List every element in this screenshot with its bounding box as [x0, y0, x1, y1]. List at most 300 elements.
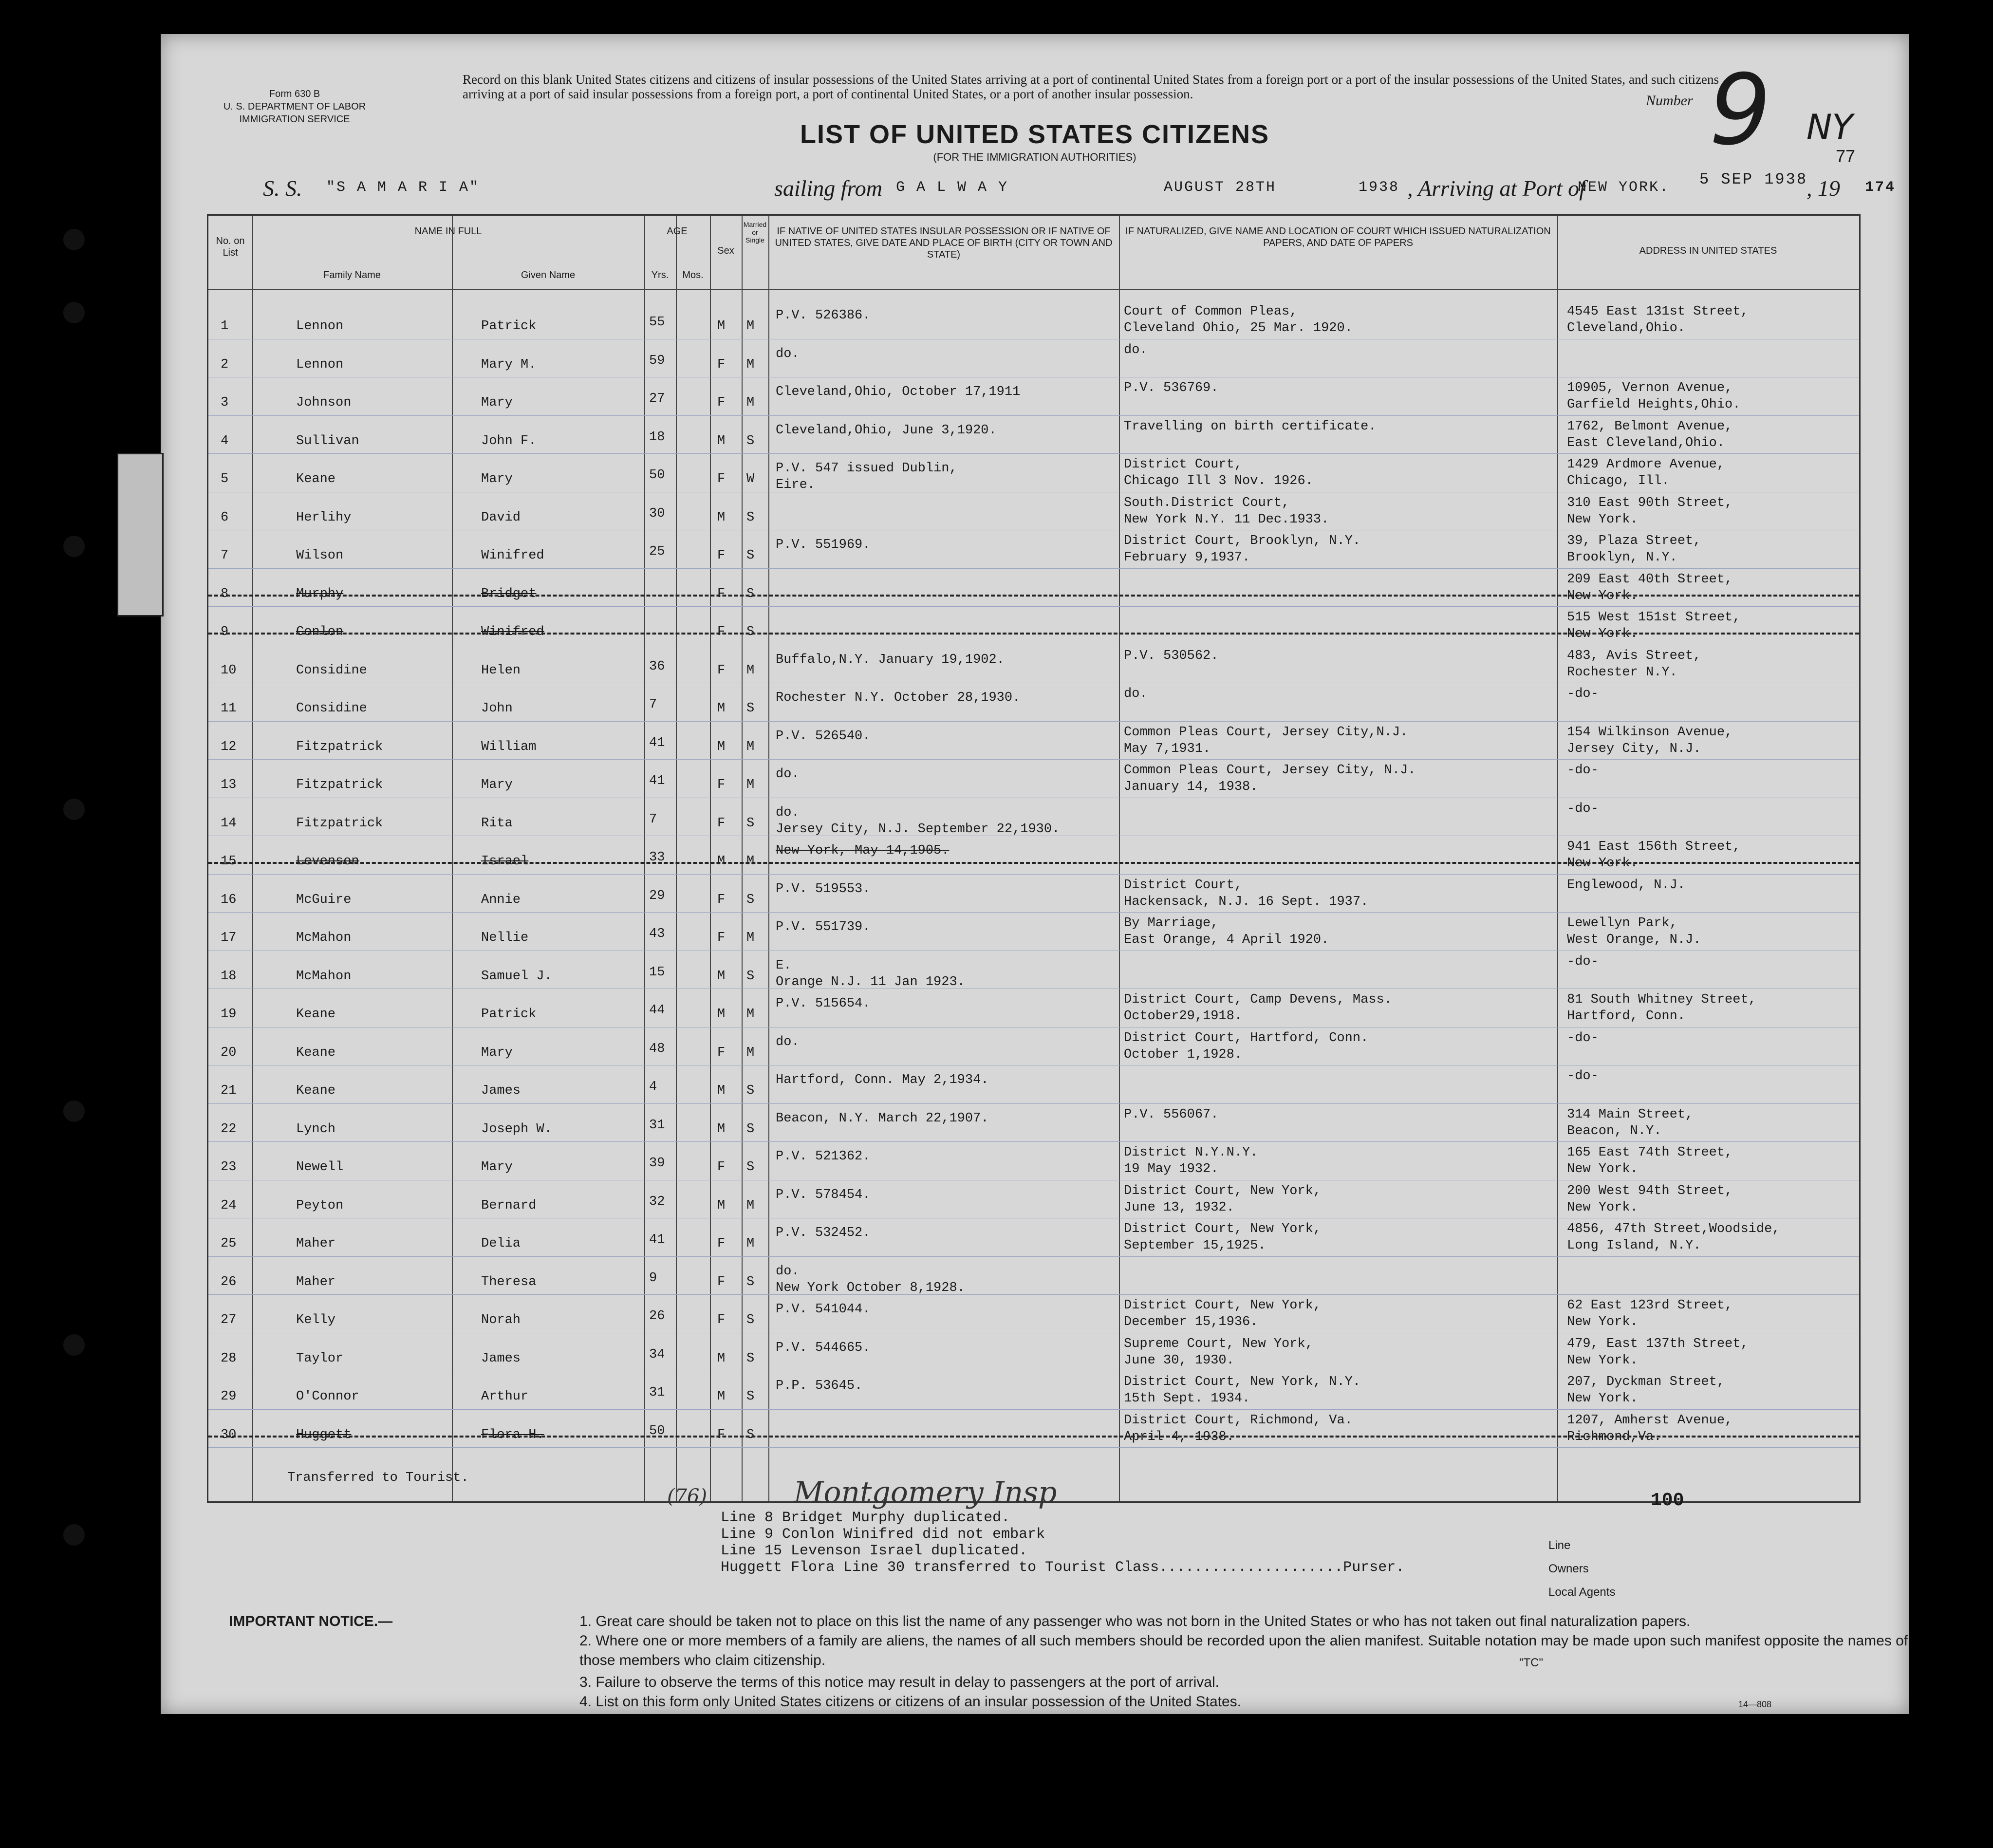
row-sex: M [717, 1083, 726, 1098]
row-ms: M [746, 778, 755, 792]
row-native: P.V. 578454. [776, 1187, 871, 1202]
row-family: McMahon [296, 969, 352, 984]
row-yrs: 41 [649, 735, 665, 750]
side-stamp [117, 453, 164, 616]
manifest-sheet [161, 34, 1909, 1714]
row-sex: F [717, 1427, 726, 1442]
header-mos: Mos. [682, 270, 704, 280]
row-family: Maher [296, 1274, 336, 1289]
row-given: Theresa [481, 1274, 537, 1289]
row-family: Peyton [296, 1198, 344, 1213]
row-no: 2 [221, 357, 229, 372]
row-no: 26 [221, 1274, 237, 1289]
row-ms: M [746, 395, 755, 410]
row-given: Delia [481, 1236, 521, 1251]
row-addr: -do- [1567, 1030, 1599, 1045]
header-naturalized: IF NATURALIZED, GIVE NAME AND LOCATION OF COURT WHICH ISSUED NATURALIZATION PAPERS, AND DATE OF PAPERS [1125, 226, 1551, 248]
header-sex: Sex [717, 245, 734, 256]
binder-hole [63, 302, 85, 323]
row-given: Arthur [481, 1389, 529, 1404]
row-given: Joseph W. [481, 1121, 552, 1137]
row-nat: District Court, New York, June 13, 1932. [1124, 1183, 1322, 1215]
row-ms: M [746, 319, 755, 334]
row-ms: M [746, 1045, 755, 1060]
footnote: Huggett Flora Line 30 transferred to Tourist Class.....................Purser. [721, 1559, 1405, 1576]
ship-name: "S A M A R I A" [326, 179, 480, 196]
row-native: Buffalo,N.Y. January 19,1902. [776, 652, 1005, 667]
notice-item: 3. Failure to observe the terms of this notice may result in delay to passengers at the port of arrival. [579, 1674, 1219, 1690]
row-ms: S [746, 1427, 755, 1442]
binder-hole [63, 1101, 85, 1122]
row-native: do. [776, 1034, 800, 1049]
row-given: James [481, 1351, 521, 1366]
row-given: James [481, 1083, 521, 1098]
binder-hole [63, 1524, 85, 1546]
binder-hole [63, 229, 85, 250]
row-yrs: 9 [649, 1270, 657, 1286]
row-nat: District Court, Chicago Ill 3 Nov. 1926. [1124, 457, 1313, 488]
row-addr: -do- [1567, 954, 1599, 969]
row-nat: District Court, Richmond, Va. April 4, 1938. [1124, 1413, 1353, 1444]
owners-field: Owners [1548, 1562, 1589, 1575]
row-nat: District Court, New York, September 15,1925. [1124, 1222, 1322, 1253]
row-yrs: 48 [649, 1041, 665, 1056]
row-native: do. Jersey City, N.J. September 22,1930. [776, 805, 1060, 837]
row-addr: 62 East 123rd Street, New York. [1567, 1298, 1733, 1329]
row-yrs: 7 [649, 812, 657, 827]
row-sex: M [717, 510, 726, 525]
preamble: Record on this blank United States citizens and citizens of insular possessions of the United States arriving at a port of continental United States from a foreign port or a port of the insular possessions of the United States, and such citizens arriving at a port of said insular possessions from a foreign port, a port of continental United States, or a port of another insular possession. [463, 72, 1719, 101]
row-no: 30 [221, 1427, 237, 1442]
header-yrs: Yrs. [651, 270, 669, 280]
row-given: Rita [481, 816, 513, 831]
row-family: Lennon [296, 357, 344, 372]
row-ms: S [746, 1083, 755, 1098]
row-no: 20 [221, 1045, 237, 1060]
row-native: do. [776, 346, 800, 361]
row-addr: 314 Main Street, Beacon, N.Y. [1567, 1107, 1694, 1139]
row-addr: 207, Dyckman Street, New York. [1567, 1375, 1725, 1406]
row-given: Samuel J. [481, 969, 552, 984]
row-no: 3 [221, 395, 229, 410]
arriving-label: , Arriving at Port of [1407, 176, 1585, 201]
row-no: 12 [221, 739, 237, 754]
row-given: Bernard [481, 1198, 537, 1213]
page-corner: 77 [1836, 146, 1856, 166]
row-yrs: 7 [649, 697, 657, 712]
inspector-signature: Montgomery Insp [794, 1475, 1057, 1510]
row-given: Patrick [481, 1007, 537, 1022]
row-given: Winifred [481, 625, 544, 639]
notice-item: 2. Where one or more members of a family are aliens, the names of all such members should be recorded upon the alien manifest. Suitable notation may be made upon such manifest opposite the names of those members who claim citizenship. [579, 1633, 1908, 1668]
row-given: Israel [481, 854, 529, 869]
row-nat: Common Pleas Court, Jersey City,N.J. May 7,1931. [1124, 725, 1408, 756]
row-sex: F [717, 548, 726, 563]
row-given: Mary [481, 395, 513, 410]
arrival-stamp: 5 SEP 1938 [1699, 170, 1808, 188]
binder-hole [63, 799, 85, 820]
row-ms: S [746, 892, 755, 907]
row-ms: S [746, 1389, 755, 1404]
row-no: 22 [221, 1121, 237, 1137]
row-nat: District Court, Brooklyn, N.Y. February 9,1937. [1124, 534, 1361, 565]
row-sex: F [717, 931, 726, 945]
row-family: Keane [296, 1045, 336, 1060]
header-name: NAME IN FULL [414, 226, 482, 237]
row-sex: F [717, 1274, 726, 1289]
row-yrs: 39 [649, 1156, 665, 1171]
row-ms: M [746, 854, 755, 869]
row-ms: S [746, 548, 755, 563]
row-native: Hartford, Conn. May 2,1934. [776, 1073, 989, 1087]
row-family: Newell [296, 1160, 344, 1175]
row-no: 16 [221, 892, 237, 907]
row-nat: Supreme Court, New York, June 30, 1930. [1124, 1336, 1313, 1368]
row-given: Mary [481, 472, 513, 486]
date-from: AUGUST 28TH [1164, 179, 1277, 196]
row-no: 29 [221, 1389, 237, 1404]
row-family: Lennon [296, 319, 344, 334]
right-fields [1548, 1534, 1615, 1604]
row-sex: F [717, 816, 726, 831]
footnotes [721, 1510, 1404, 1576]
row-nat: do. [1124, 687, 1148, 701]
row-family: Taylor [296, 1351, 344, 1366]
row-given: Mary [481, 1160, 513, 1175]
row-addr: 1207, Amherst Avenue, Richmond,Va. [1567, 1413, 1733, 1444]
row-nat: South.District Court, New York N.Y. 11 Dec.1933. [1124, 495, 1329, 527]
row-ms: S [746, 701, 755, 716]
row30-note: Transferred to Tourist. [287, 1471, 469, 1485]
strike-line [208, 633, 1859, 635]
row-no: 28 [221, 1351, 237, 1366]
row-yrs: 32 [649, 1194, 665, 1209]
number-value: 9 [1709, 54, 1771, 167]
row-native: P.V. 547 issued Dublin, Eire. [776, 461, 957, 492]
row-no: 6 [221, 510, 229, 525]
row-addr: -do- [1567, 801, 1599, 816]
footnote: Line 9 Conlon Winifred did not embark [721, 1526, 1045, 1543]
row-addr: 4856, 47th Street,Woodside, Long Island, N.Y. [1567, 1222, 1780, 1253]
row-family: McGuire [296, 892, 352, 907]
row-ms: M [746, 1007, 755, 1022]
row-no: 24 [221, 1198, 237, 1213]
row-yrs: 59 [649, 353, 665, 368]
row-yrs: 31 [649, 1385, 665, 1400]
row-sex: F [717, 395, 726, 410]
row-native: P.V. 532452. [776, 1226, 871, 1240]
row-ms: S [746, 1351, 755, 1366]
row-family: O'Connor [296, 1389, 359, 1404]
row-addr: -do- [1567, 687, 1599, 701]
row-ms: M [746, 357, 755, 372]
tc-mark: "TC" [1519, 1656, 1544, 1669]
row-ms: S [746, 816, 755, 831]
row-addr: Lewellyn Park, West Orange, N.J. [1567, 916, 1701, 947]
row-family: Considine [296, 701, 367, 716]
row-nat: P.V. 556067. [1124, 1107, 1219, 1122]
row-no: 11 [221, 701, 237, 716]
header-no: No. on List [216, 236, 245, 258]
row-yrs: 31 [649, 1118, 665, 1133]
row-yrs: 44 [649, 1003, 665, 1018]
row-ms: S [746, 969, 755, 984]
row-native: P.V. 515654. [776, 996, 871, 1011]
row-ms: S [746, 510, 755, 525]
row-ms: W [746, 472, 755, 486]
row-nat: do. [1124, 342, 1148, 357]
row-sex: F [717, 1313, 726, 1327]
row-nat: Common Pleas Court, Jersey City, N.J. January 14, 1938. [1124, 763, 1416, 794]
row-nat: By Marriage, East Orange, 4 April 1920. [1124, 916, 1329, 947]
row-given: John [481, 701, 513, 716]
row-ms: S [746, 1274, 755, 1289]
row-yrs: 18 [649, 429, 665, 445]
row-no: 14 [221, 816, 237, 831]
row-sex: F [717, 663, 726, 678]
row-addr: 310 East 90th Street, New York. [1567, 495, 1733, 527]
row-yrs: 55 [649, 315, 665, 330]
row-sex: M [717, 319, 726, 334]
row-addr: 1762, Belmont Avenue, East Cleveland,Ohio. [1567, 419, 1733, 450]
service: IMMIGRATION SERVICE [239, 114, 350, 125]
department: U. S. DEPARTMENT OF LABOR [223, 101, 366, 112]
row-sex: M [717, 1007, 726, 1022]
row-native: P.V. 526540. [776, 728, 871, 744]
row-family: Sullivan [296, 433, 359, 448]
footnote: Line 15 Levenson Israel duplicated. [721, 1543, 1028, 1559]
notice-heading: IMPORTANT NOTICE.— [229, 1613, 393, 1629]
row-no: 15 [221, 854, 237, 869]
row-ms: M [746, 1198, 755, 1213]
row-nat: P.V. 530562. [1124, 648, 1219, 663]
row-family: Levenson [296, 854, 359, 869]
row-addr: 200 West 94th Street, New York. [1567, 1183, 1733, 1215]
row-addr: 941 East 156th Street, New York. [1567, 840, 1741, 871]
row-addr: 10905, Vernon Avenue, Garfield Heights,Ohio. [1567, 381, 1741, 412]
row-no: 4 [221, 433, 229, 448]
row-ms: S [746, 1160, 755, 1175]
row-sex: F [717, 1045, 726, 1060]
row-native: P.V. 541044. [776, 1302, 871, 1317]
row-native: Rochester N.Y. October 28,1930. [776, 691, 1021, 705]
row-given: Annie [481, 892, 521, 907]
row-yrs: 27 [649, 392, 665, 406]
port-from: G A L W A Y [896, 179, 1009, 196]
row-native: P.V. 521362. [776, 1149, 871, 1164]
row-family: Keane [296, 472, 336, 486]
row-no: 10 [221, 663, 237, 678]
row-family: Huggett [296, 1427, 352, 1442]
row-ms: S [746, 625, 755, 639]
row-given: William [481, 739, 537, 754]
row-sex: F [717, 472, 726, 486]
passenger-table [207, 214, 1861, 1503]
row-family: Keane [296, 1007, 336, 1022]
row-sex: F [717, 892, 726, 907]
port-to: NEW YORK. [1578, 179, 1670, 196]
year-prefix: , 19 [1807, 176, 1840, 201]
row-no: 17 [221, 931, 237, 945]
row-family: Fitzpatrick [296, 778, 383, 792]
row-family: Lynch [296, 1121, 336, 1137]
row-family: Herlihy [296, 510, 352, 525]
row-no: 9 [221, 625, 229, 639]
row-no: 25 [221, 1236, 237, 1251]
row-addr: -do- [1567, 1069, 1599, 1083]
row-family: Kelly [296, 1313, 336, 1327]
row-sex: M [717, 854, 726, 869]
row-family: Maher [296, 1236, 336, 1251]
row-addr: Englewood, N.J. [1567, 877, 1686, 893]
row-addr: 39, Plaza Street, Brooklyn, N.Y. [1567, 534, 1701, 565]
row-yrs: 26 [649, 1309, 665, 1324]
row-addr: 515 West 151st Street, New York. [1567, 610, 1741, 641]
row-native: do. New York October 8,1928. [776, 1264, 965, 1295]
row-given: Nellie [481, 931, 529, 945]
row-sex: F [717, 357, 726, 372]
footnote: Line 8 Bridget Murphy duplicated. [721, 1510, 1010, 1526]
row-family: Fitzpatrick [296, 739, 383, 754]
row-sex: M [717, 1121, 726, 1137]
page-title: LIST OF UNITED STATES CITIZENS [800, 120, 1269, 149]
row-given: Mary [481, 1045, 513, 1060]
notice-item: 4. List on this form only United States citizens or citizens of an insular possession of the United States. [579, 1694, 1242, 1710]
row-sex: M [717, 701, 726, 716]
row-no: 27 [221, 1313, 237, 1327]
ss-label: S. S. [263, 176, 302, 201]
row-given: Mary [481, 778, 513, 792]
row-no: 8 [221, 586, 229, 601]
row-nat: P.V. 536769. [1124, 381, 1219, 395]
row-sex: F [717, 625, 726, 639]
form-code: 14—808 [1738, 1699, 1772, 1709]
row-no: 5 [221, 472, 229, 486]
row-family: Wilson [296, 548, 344, 563]
row-sex: M [717, 739, 726, 754]
row-given: Flora H. [481, 1427, 544, 1442]
row-yrs: 41 [649, 1232, 665, 1247]
header-address: ADDRESS IN UNITED STATES [1639, 245, 1777, 256]
voyage-year: 1938 [1359, 179, 1400, 196]
row-ms: S [746, 1313, 755, 1327]
row-native: P.V. 551739. [776, 920, 871, 934]
row-addr: 479, East 137th Street, New York. [1567, 1336, 1749, 1368]
row-sex: F [717, 778, 726, 792]
row-addr: 483, Avis Street, Rochester N.Y. [1567, 648, 1701, 680]
row-given: Mary M. [481, 357, 537, 372]
row-given: Patrick [481, 319, 537, 334]
row-yrs: 30 [649, 506, 665, 521]
row-native: Cleveland,Ohio, June 3,1920. [776, 423, 997, 438]
row-native: P.V. 526386. [776, 308, 871, 323]
row-family: McMahon [296, 931, 352, 945]
row-no: 21 [221, 1083, 237, 1098]
sailing-label: sailing from [774, 176, 882, 201]
strike-line [208, 595, 1859, 597]
row-yrs: 50 [649, 1423, 665, 1438]
row-addr: 165 East 74th Street, New York. [1567, 1145, 1733, 1176]
row-no: 1 [221, 319, 229, 334]
row-native: E. Orange N.J. 11 Jan 1923. [776, 958, 965, 989]
row-nat: District Court, Camp Devens, Mass. October29,1918. [1124, 992, 1392, 1024]
header-age: AGE [667, 226, 688, 237]
voyage-line [263, 170, 1899, 205]
row-given: John F. [481, 433, 537, 448]
row-yrs: 34 [649, 1347, 665, 1362]
row-addr: 209 East 40th Street, New York. [1567, 572, 1733, 603]
row-given: Bridget [481, 586, 537, 601]
row-yrs: 36 [649, 659, 665, 674]
row-family: Keane [296, 1083, 336, 1098]
row-native: P.V. 519553. [776, 881, 871, 896]
header-family: Family Name [323, 270, 381, 280]
row-native: Beacon, N.Y. March 22,1907. [776, 1111, 989, 1126]
row-given: Winifred [481, 548, 544, 563]
row-no: 23 [221, 1160, 237, 1175]
row-native: New York, May 14,1905. [776, 843, 950, 858]
row-given: David [481, 510, 521, 525]
row-no: 13 [221, 778, 237, 792]
row-sex: F [717, 586, 726, 601]
row-yrs: 43 [649, 927, 665, 941]
row-yrs: 25 [649, 544, 665, 559]
row-native: P.V. 551969. [776, 538, 871, 552]
row-nat: District N.Y.N.Y. 19 May 1932. [1124, 1145, 1258, 1176]
row-addr: 4545 East 131st Street, Cleveland,Ohio. [1567, 304, 1749, 336]
row-native: Cleveland,Ohio, October 17,1911 [776, 385, 1021, 399]
row-yrs: 15 [649, 965, 665, 980]
row-ms: M [746, 663, 755, 678]
row-no: 19 [221, 1007, 237, 1022]
row-sex: M [717, 433, 726, 448]
header-married: Married or Single [743, 221, 767, 244]
notice-item: 1. Great care should be taken not to place on this list the name of any passenger who was not born in the United States or who has not taken out final naturalization papers. [579, 1613, 1691, 1629]
row-ms: S [746, 433, 755, 448]
line-field: Line [1548, 1539, 1571, 1552]
row-native: P.P. 53645. [776, 1379, 863, 1393]
row-nat: Court of Common Pleas, Cleveland Ohio, 25 Mar. 1920. [1124, 304, 1353, 336]
row-given: Helen [481, 663, 521, 678]
row-native: P.V. 544665. [776, 1340, 871, 1355]
row-family: Fitzpatrick [296, 816, 383, 831]
row-sex: M [717, 1351, 726, 1366]
row-addr: -do- [1567, 763, 1599, 778]
agents-field: Local Agents [1548, 1586, 1616, 1599]
row-given: Norah [481, 1313, 521, 1327]
binder-hole [63, 536, 85, 557]
row-addr: 81 South Whitney Street, Hartford, Conn. [1567, 992, 1756, 1024]
row-family: Johnson [296, 395, 352, 410]
row-sex: F [717, 1236, 726, 1251]
row-no: 18 [221, 969, 237, 984]
row-sex: M [717, 1389, 726, 1404]
row-addr: 154 Wilkinson Avenue, Jersey City, N.J. [1567, 725, 1733, 756]
header-native: IF NATIVE OF UNITED STATES INSULAR POSSESSION OR IF NATIVE OF UNITED STATES, GIVE DATE AND PLACE OF BIRTH (CITY OR TOWN AND STATE) [775, 226, 1113, 260]
row-nat: District Court, New York, N.Y. 15th Sept. 1934. [1124, 1375, 1361, 1406]
row-ms: M [746, 739, 755, 754]
row-nat: District Court, Hartford, Conn. October 1,1928. [1124, 1030, 1369, 1062]
circled-count: (76) [667, 1485, 708, 1508]
number-label: Number [1646, 93, 1693, 109]
strike-line [208, 862, 1859, 864]
row-yrs: 33 [649, 850, 665, 865]
row-ms: S [746, 1121, 755, 1137]
row-ms: M [746, 931, 755, 945]
row-nat: Travelling on birth certificate. [1124, 419, 1377, 434]
row-family: Murphy [296, 586, 344, 601]
page-subtitle: (FOR THE IMMIGRATION AUTHORITIES) [933, 151, 1136, 163]
